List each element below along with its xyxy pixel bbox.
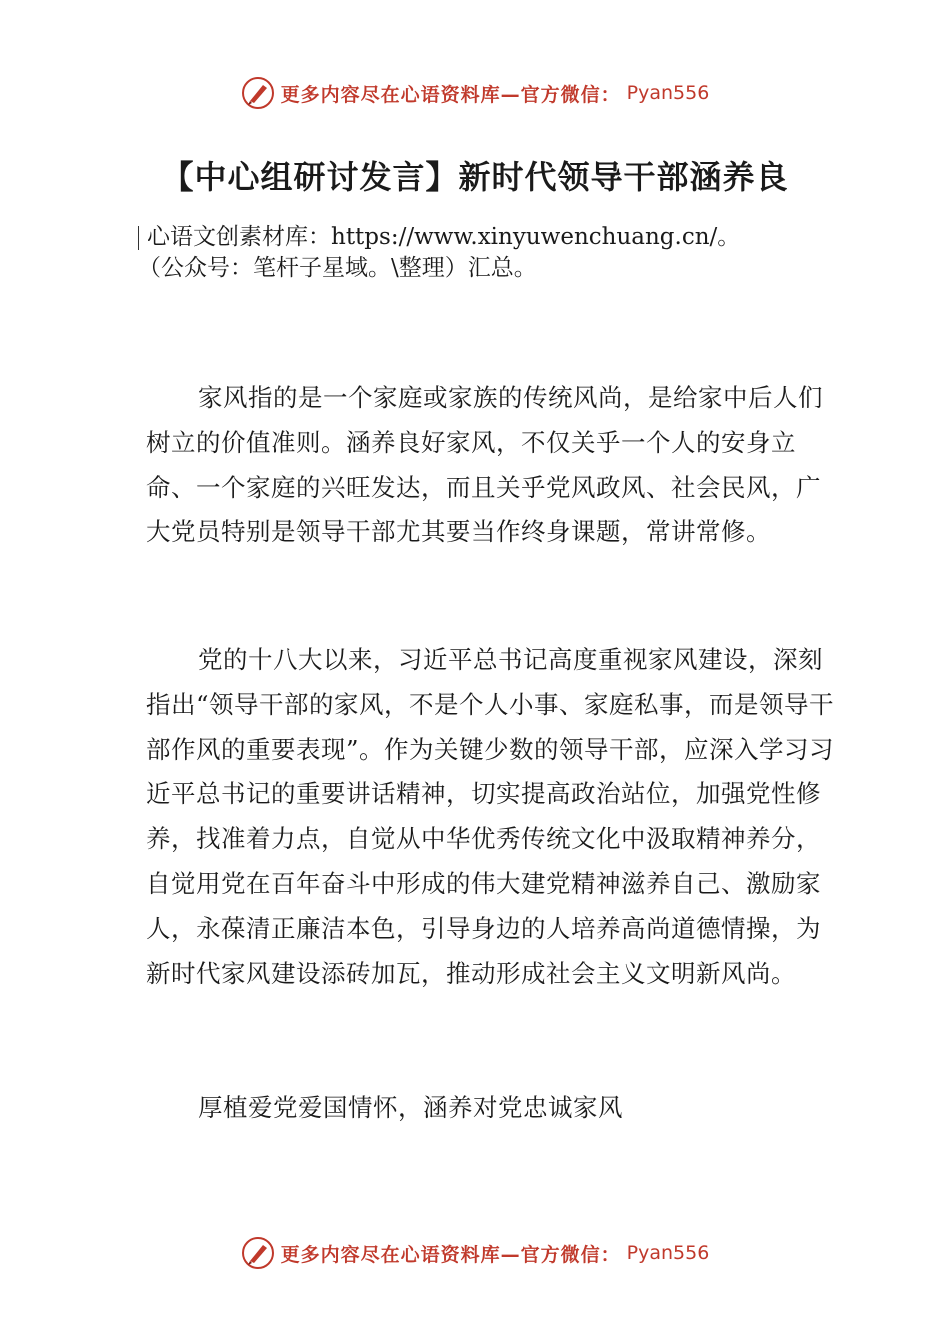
- watermark-wechat-id: Pyan556: [626, 82, 710, 104]
- paragraph-2-text: 党的十八大以来，习近平总书记高度重视家风建设，深刻指出“领导干部的家风，不是个人小事、家庭私事，而是领导干部作风的重要表现”。作为关键少数的领导干部，应深入学习习近平总书记的重要讲话精神，切实提高政治站位，加强党性修养，找准着力点，自觉从中华优秀传统文化中汲取精神养分，自觉用党在百年奋斗中形成的伟大建党精神滋养自己、激励家人，永葆清正廉洁本色，引导身边的人培养高尚道德情操，为新时代家风建设添砖加瓦，推动形成社会主义文明新风尚。: [146, 645, 835, 988]
- section-heading-text: 厚植爱党爱国情怀，涵养对党忠诚家风: [198, 1093, 623, 1122]
- source-note: [138, 222, 818, 284]
- watermark-header: [0, 76, 950, 110]
- document-title: 【中心组研讨发言】新时代领导干部涵养良: [161, 158, 789, 196]
- paragraph-2: [146, 638, 836, 996]
- pen-logo-icon: [241, 1236, 275, 1270]
- pen-logo-icon: [241, 76, 275, 110]
- text-cursor: [138, 226, 139, 250]
- source-line-1-text: 心语文创素材库：https://www.xinyuwenchuang.cn/。: [147, 224, 741, 250]
- section-heading: [146, 1086, 836, 1131]
- source-line-1: [138, 222, 818, 253]
- paragraph-1-text: 家风指的是一个家庭或家族的传统风尚，是给家中后人们树立的价值准则。涵养良好家风，不仅关乎一个人的安身立命、一个家庭的兴旺发达，而且关乎党风政风、社会民风，广大党员特别是领导干部尤其要当作终身课题，常讲常修。: [146, 383, 823, 547]
- watermark-text: 更多内容尽在心语资料库—官方微信：: [280, 1243, 621, 1266]
- paragraph-1: [146, 376, 836, 555]
- source-line-2: （公众号：笔杆子星域。\整理）汇总。: [138, 255, 537, 281]
- watermark-footer: [0, 1236, 950, 1270]
- watermark-text: 更多内容尽在心语资料库—官方微信：: [280, 83, 621, 106]
- watermark-wechat-id: Pyan556: [626, 1242, 710, 1264]
